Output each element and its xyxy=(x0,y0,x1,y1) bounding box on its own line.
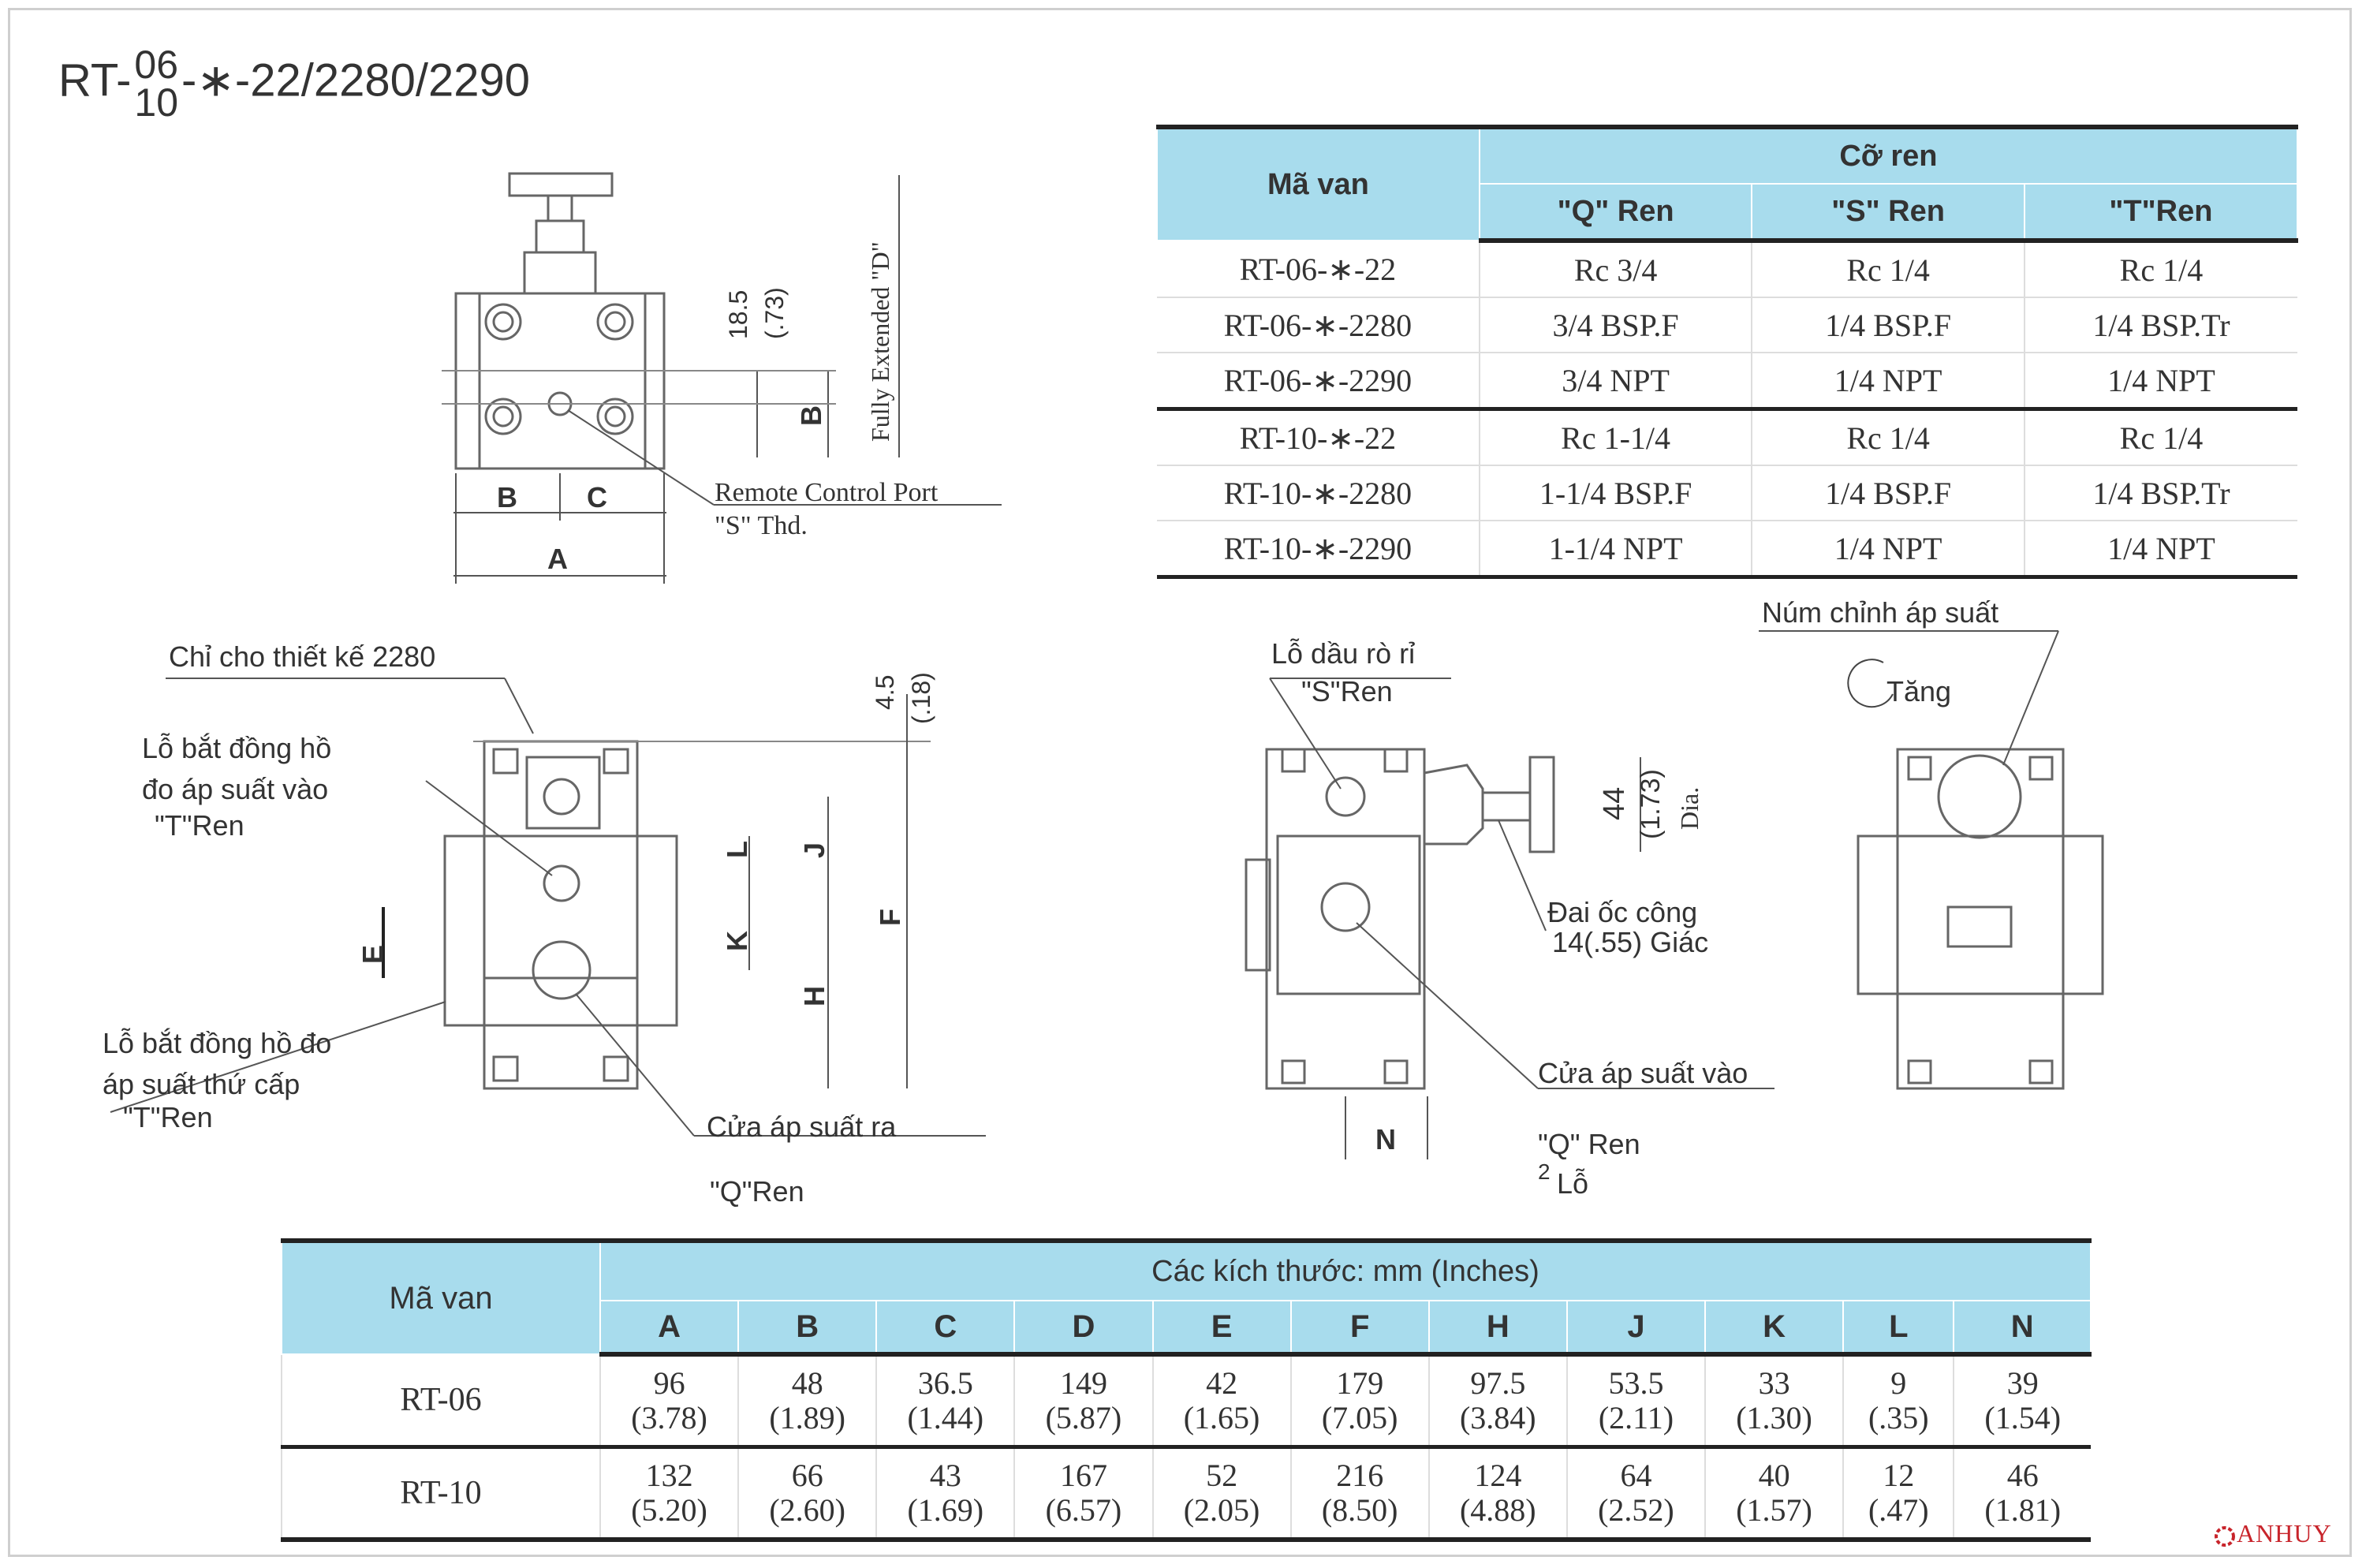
dim-value-mm: 149 xyxy=(1059,1365,1107,1401)
lock-nut-label-2: 14(.55) Giác xyxy=(1552,926,1709,958)
thread-table-cell: 3/4 BSP.F xyxy=(1480,297,1752,353)
dim-value-inch: (1.69) xyxy=(907,1492,984,1528)
thread-table-cell: 1-1/4 BSP.F xyxy=(1480,465,1752,521)
dim-table-col-header: N xyxy=(1954,1301,2091,1354)
secondary-gauge-port-label-2: áp suất thứ cấp xyxy=(103,1068,300,1100)
dim-table-cell xyxy=(1291,1354,1429,1447)
thread-table-cell: Rc 3/4 xyxy=(1480,241,1752,297)
dim-table-header-model: Mã van xyxy=(282,1241,600,1354)
dim-value-mm: 36.5 xyxy=(917,1365,973,1401)
dim-value-inch: (1.30) xyxy=(1736,1400,1812,1435)
dim-table-col-header: B xyxy=(738,1301,876,1354)
dim-table-cell xyxy=(1567,1354,1705,1447)
dim-value-inch: (.35) xyxy=(1868,1400,1929,1435)
dim-j-label: J xyxy=(798,842,830,858)
dim-table-cell xyxy=(1014,1447,1152,1540)
dim-table-row xyxy=(282,1447,2091,1540)
inlet-gauge-port-thread: "T"Ren xyxy=(155,809,244,842)
dim-173-label: (1.73) xyxy=(1636,769,1666,839)
dim-b-label: B xyxy=(497,481,517,513)
thread-table-cell: RT-10-∗-22 xyxy=(1157,409,1480,466)
pressure-knob-label: Núm chỉnh áp suất xyxy=(1762,596,1999,629)
thread-table-cell: 3/4 NPT xyxy=(1480,353,1752,409)
dim-value-mm: 42 xyxy=(1206,1365,1238,1401)
thread-table-row xyxy=(1157,465,2297,521)
thread-table-row xyxy=(1157,297,2297,353)
dim-value-inch: (6.57) xyxy=(1045,1492,1122,1528)
dim-table-cell xyxy=(1843,1354,1954,1447)
dim-44-label: 44 xyxy=(1598,786,1631,820)
dim-value-mm: 124 xyxy=(1474,1458,1522,1493)
thread-table-cell: Rc 1-1/4 xyxy=(1480,409,1752,466)
dim-c-label: C xyxy=(587,481,607,513)
dim-table-col-header: K xyxy=(1705,1301,1843,1354)
thread-table-cell: Rc 1/4 xyxy=(2025,241,2297,297)
dim-value-inch: (4.88) xyxy=(1459,1492,1536,1528)
dim-value-mm: 9 xyxy=(1890,1365,1907,1401)
outlet-port-label: Cửa áp suất ra xyxy=(707,1111,897,1143)
dim-table-cell xyxy=(1291,1447,1429,1540)
dim-f-label: F xyxy=(874,909,906,926)
dim-table-row xyxy=(282,1354,2091,1447)
dim-n-label: N xyxy=(1375,1123,1396,1155)
thread-table-cell: RT-06-∗-2280 xyxy=(1157,297,1480,353)
dim-value-inch: (3.84) xyxy=(1459,1400,1536,1435)
remote-port-label: Remote Control Port xyxy=(715,478,939,507)
gear-icon xyxy=(2213,1525,2237,1548)
inlet-gauge-port-label-1: Lỗ bắt đồng hồ xyxy=(142,732,332,764)
dim-value-inch: (1.54) xyxy=(1984,1400,2062,1435)
dim-value-mm: 48 xyxy=(791,1365,823,1401)
dim-table-cell xyxy=(600,1447,738,1540)
dim-table-header-group: Các kích thước: mm (Inches) xyxy=(600,1241,2091,1301)
dim-table-col-header: F xyxy=(1291,1301,1429,1354)
thread-table-cell: 1/4 NPT xyxy=(2025,521,2297,577)
dim-value-inch: (2.60) xyxy=(769,1492,845,1528)
dim-value-mm: 40 xyxy=(1758,1458,1790,1493)
dim-value-inch: (5.87) xyxy=(1045,1400,1122,1435)
dim-value-inch: (1.44) xyxy=(907,1400,984,1435)
thread-table-row xyxy=(1157,353,2297,409)
drain-port-thread: "S"Ren xyxy=(1301,675,1393,707)
chi-cho-thiet-ke-label: Chỉ cho thiết kế 2280 xyxy=(169,640,436,673)
dia-label: Dia. xyxy=(1675,786,1704,830)
inlet-port-count: 2 xyxy=(1538,1159,1551,1184)
dim-value-mm: 216 xyxy=(1336,1458,1384,1493)
inlet-gauge-port-label-2: đo áp suất vào xyxy=(142,773,329,805)
thread-table-cell: Rc 1/4 xyxy=(1752,241,2025,297)
dim-value-mm: 33 xyxy=(1758,1365,1790,1401)
thread-table-subheader-q: "Q" Ren xyxy=(1480,184,1752,241)
dim-018-label: (.18) xyxy=(907,672,935,724)
dim-value-mm: 39 xyxy=(2006,1365,2039,1401)
dim-value-inch: (2.05) xyxy=(1183,1492,1260,1528)
thread-table-cell: 1/4 NPT xyxy=(1752,521,2025,577)
dim-table-row-model: RT-06 xyxy=(282,1354,600,1447)
dim-table-col-header: C xyxy=(876,1301,1014,1354)
dim-value-mm: 132 xyxy=(645,1458,693,1493)
thread-table-cell: RT-10-∗-2290 xyxy=(1157,521,1480,577)
dimensions-table xyxy=(281,1238,2092,1542)
dim-table-col-header: E xyxy=(1153,1301,1291,1354)
dim-table-cell xyxy=(1705,1447,1843,1540)
dim-value-mm: 96 xyxy=(653,1365,685,1401)
dim-value-mm: 167 xyxy=(1059,1458,1107,1493)
thread-table-cell: 1/4 NPT xyxy=(1752,353,2025,409)
thread-table-cell: 1/4 BSP.Tr xyxy=(2025,297,2297,353)
dim-a-label: A xyxy=(547,543,568,575)
thread-table-cell: RT-06-∗-22 xyxy=(1157,241,1480,297)
dim-table-cell xyxy=(1153,1447,1291,1540)
dim-table-cell xyxy=(1153,1354,1291,1447)
dim-value-inch: (1.89) xyxy=(769,1400,845,1435)
thread-table-cell: Rc 1/4 xyxy=(2025,409,2297,466)
dim-table-cell xyxy=(738,1354,876,1447)
dim-value-inch: (1.65) xyxy=(1183,1400,1260,1435)
thread-table-cell: 1-1/4 NPT xyxy=(1480,521,1752,577)
dim-table-cell xyxy=(876,1447,1014,1540)
thread-table-row xyxy=(1157,409,2297,466)
dim-value-mm: 12 xyxy=(1883,1458,1915,1493)
dim-value-inch: (3.78) xyxy=(631,1400,707,1435)
dim-073-label: (.73) xyxy=(760,287,789,339)
outlet-port-thread: "Q"Ren xyxy=(710,1175,804,1208)
dim-k-label: K xyxy=(721,931,753,951)
dim-value-inch: (5.20) xyxy=(631,1492,707,1528)
dim-table-cell xyxy=(1843,1447,1954,1540)
fully-extended-label: Fully Extended "D" xyxy=(866,241,894,442)
dim-table-col-header: D xyxy=(1014,1301,1152,1354)
dim-value-mm: 52 xyxy=(1206,1458,1238,1493)
anhuy-logo: ANHUY xyxy=(2213,1519,2332,1548)
dim-value-mm: 66 xyxy=(791,1458,823,1493)
dim-value-mm: 97.5 xyxy=(1470,1365,1526,1401)
dim-value-mm: 46 xyxy=(2006,1458,2039,1493)
thread-table-row xyxy=(1157,241,2297,297)
inlet-port-label: Cửa áp suất vào xyxy=(1538,1057,1748,1089)
dim-table-col-header: H xyxy=(1429,1301,1567,1354)
dim-table-cell xyxy=(1954,1447,2091,1540)
dim-table-cell xyxy=(1014,1354,1152,1447)
dim-value-inch: (2.52) xyxy=(1598,1492,1674,1528)
thread-table-cell: 1/4 BSP.F xyxy=(1752,297,2025,353)
thread-table-row xyxy=(1157,521,2297,577)
thread-table-cell: 1/4 BSP.Tr xyxy=(2025,465,2297,521)
thread-table-subheader-s: "S" Ren xyxy=(1752,184,2025,241)
thread-table-header-size: Cỡ ren xyxy=(1480,127,2297,184)
thread-table-cell: RT-06-∗-2290 xyxy=(1157,353,1480,409)
dim-h-label: H xyxy=(798,986,830,1006)
thread-table-cell: Rc 1/4 xyxy=(1752,409,2025,466)
dim-table-cell xyxy=(1705,1354,1843,1447)
dim-value-inch: (1.81) xyxy=(1984,1492,2062,1528)
drain-port-label: Lỗ dầu rò rỉ xyxy=(1271,637,1416,670)
dim-value-mm: 179 xyxy=(1336,1365,1384,1401)
dim-b-vertical-label: B xyxy=(795,405,827,426)
lock-nut-label-1: Đai ốc công xyxy=(1547,896,1698,928)
dim-table-row-model: RT-10 xyxy=(282,1447,600,1540)
dim-table-cell xyxy=(1567,1447,1705,1540)
dim-value-mm: 64 xyxy=(1620,1458,1652,1493)
dim-value-inch: (7.05) xyxy=(1321,1400,1398,1435)
inlet-port-holes: Lỗ xyxy=(1557,1167,1589,1200)
thread-table-header-model: Mã van xyxy=(1157,127,1480,241)
remote-port-thread-label: "S" Thd. xyxy=(715,511,808,540)
page-title: RT- 06 10 -∗-22/2280/2290 xyxy=(58,43,531,125)
secondary-gauge-port-thread: "T"Ren xyxy=(123,1101,213,1133)
thread-table-cell: RT-10-∗-2280 xyxy=(1157,465,1480,521)
dim-18-5-label: 18.5 xyxy=(724,289,752,339)
dim-table-cell xyxy=(1429,1354,1567,1447)
thread-size-table xyxy=(1156,125,2298,579)
dim-table-cell xyxy=(1954,1354,2091,1447)
increase-label: Tăng xyxy=(1886,675,1952,707)
dim-table-col-header: A xyxy=(600,1301,738,1354)
dim-value-inch: (2.11) xyxy=(1598,1400,1674,1435)
dim-table-cell xyxy=(600,1354,738,1447)
dim-table-cell xyxy=(1429,1447,1567,1540)
thread-table-cell: 1/4 BSP.F xyxy=(1752,465,2025,521)
dim-value-mm: 43 xyxy=(929,1458,961,1493)
dim-table-cell xyxy=(876,1354,1014,1447)
dim-l-label: L xyxy=(721,841,753,858)
secondary-gauge-port-label-1: Lỗ bắt đồng hồ đo xyxy=(103,1027,332,1059)
thread-table-subheader-t: "T"Ren xyxy=(2025,184,2297,241)
dim-table-cell xyxy=(738,1447,876,1540)
dim-4-5-label: 4.5 xyxy=(871,674,899,710)
dim-table-col-header: J xyxy=(1567,1301,1705,1354)
thread-table-cell: 1/4 NPT xyxy=(2025,353,2297,409)
dim-value-inch: (.47) xyxy=(1868,1492,1929,1528)
dim-value-mm: 53.5 xyxy=(1608,1365,1664,1401)
dim-value-inch: (8.50) xyxy=(1321,1492,1398,1528)
dim-e-label: E xyxy=(356,944,389,964)
inlet-port-thread: "Q" Ren xyxy=(1538,1128,1640,1160)
dim-table-col-header: L xyxy=(1843,1301,1954,1354)
dim-value-inch: (1.57) xyxy=(1736,1492,1812,1528)
